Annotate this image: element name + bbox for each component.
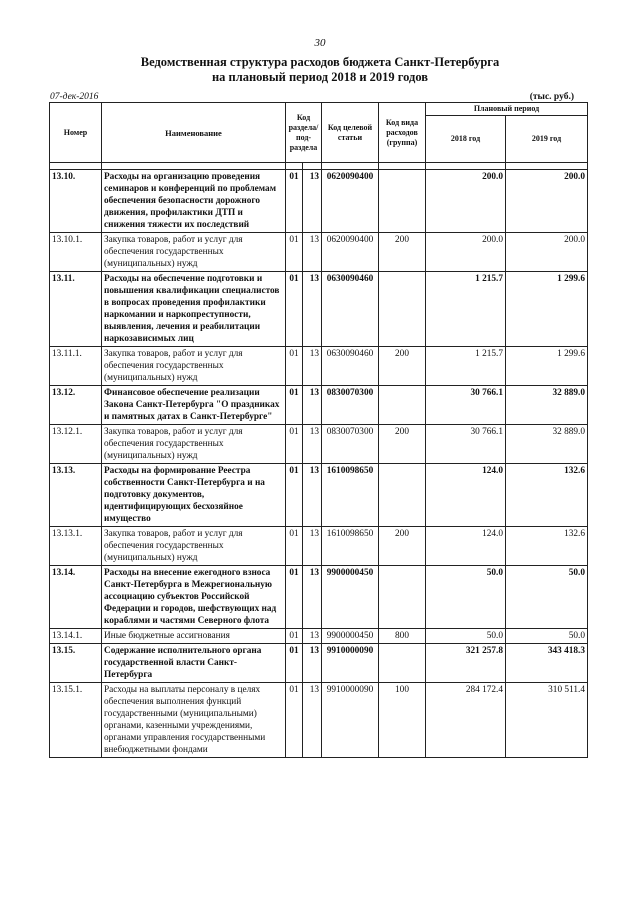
row-value-2018: 50.0 bbox=[426, 629, 506, 644]
header-target: Код целевой статьи bbox=[322, 103, 379, 163]
row-value-2018: 124.0 bbox=[426, 464, 506, 527]
row-number: 13.15. bbox=[50, 644, 102, 683]
row-value-2018: 321 257.8 bbox=[426, 644, 506, 683]
row-section: 01 bbox=[286, 644, 303, 683]
row-target-code: 0830070300 bbox=[322, 386, 379, 425]
row-number: 13.15.1. bbox=[50, 683, 102, 758]
row-name: Расходы на выплаты персоналу в целях обеспечения выполнения функций государственными (муниципальными) органами, казенными учреждениями, органами управления государственными внебюджетными фондами bbox=[102, 683, 286, 758]
row-subsection: 13 bbox=[303, 347, 322, 386]
row-value-2019: 1 299.6 bbox=[506, 272, 588, 347]
row-value-2019: 132.6 bbox=[506, 527, 588, 566]
row-expense-type bbox=[379, 272, 426, 347]
row-target-code: 9910000090 bbox=[322, 683, 379, 758]
row-value-2018: 124.0 bbox=[426, 527, 506, 566]
table-row bbox=[50, 170, 588, 233]
row-name: Иные бюджетные ассигнования bbox=[102, 629, 286, 644]
row-section: 01 bbox=[286, 272, 303, 347]
row-expense-type bbox=[379, 464, 426, 527]
row-name: Расходы на организацию проведения семинаров и конференций по проблемам обеспечения безопасности дорожного движения, профилактики ДТП и снижения тяжести их последствий bbox=[102, 170, 286, 233]
row-number: 13.13. bbox=[50, 464, 102, 527]
row-name: Закупка товаров, работ и услуг для обеспечения государственных (муниципальных) нужд bbox=[102, 233, 286, 272]
row-number: 13.11. bbox=[50, 272, 102, 347]
row-name: Закупка товаров, работ и услуг для обеспечения государственных (муниципальных) нужд bbox=[102, 527, 286, 566]
row-value-2019: 32 889.0 bbox=[506, 386, 588, 425]
header-2018: 2018 год bbox=[426, 116, 506, 163]
header-row bbox=[50, 103, 588, 116]
row-subsection: 13 bbox=[303, 170, 322, 233]
page-number: 30 bbox=[314, 37, 326, 49]
table-body bbox=[50, 170, 588, 758]
table-row bbox=[50, 527, 588, 566]
row-value-2018: 200.0 bbox=[426, 233, 506, 272]
row-section: 01 bbox=[286, 566, 303, 629]
row-name: Расходы на внесение ежегодного взноса Санкт-Петербурга в Межрегиональную ассоциацию субъектов Российской Федерации и городов, шефствующих над кораблями и частями Северного флота bbox=[102, 566, 286, 629]
row-value-2019: 50.0 bbox=[506, 566, 588, 629]
title-line-1: Ведомственная структура расходов бюджета Санкт-Петербурга bbox=[140, 55, 500, 69]
row-subsection: 13 bbox=[303, 683, 322, 758]
row-value-2019: 343 418.3 bbox=[506, 644, 588, 683]
row-name: Закупка товаров, работ и услуг для обеспечения государственных (муниципальных) нужд bbox=[102, 347, 286, 386]
row-expense-type bbox=[379, 386, 426, 425]
row-value-2018: 1 215.7 bbox=[426, 347, 506, 386]
row-number: 13.12.1. bbox=[50, 425, 102, 464]
row-value-2018: 1 215.7 bbox=[426, 272, 506, 347]
table-row bbox=[50, 347, 588, 386]
row-value-2019: 32 889.0 bbox=[506, 425, 588, 464]
row-target-code: 9910000090 bbox=[322, 644, 379, 683]
row-section: 01 bbox=[286, 347, 303, 386]
row-name: Расходы на обеспечение подготовки и повышения квалификации специалистов в вопросах проведения профилактики наркомании и наркопреступности, выявления, лечения и реабилитации наркозависимых лиц bbox=[102, 272, 286, 347]
row-target-code: 9900000450 bbox=[322, 629, 379, 644]
title-line-2: на плановый период 2018 и 2019 годов bbox=[211, 70, 429, 84]
row-number: 13.10.1. bbox=[50, 233, 102, 272]
row-expense-type bbox=[379, 566, 426, 629]
row-value-2019: 50.0 bbox=[506, 629, 588, 644]
row-number: 13.14.1. bbox=[50, 629, 102, 644]
row-subsection: 13 bbox=[303, 425, 322, 464]
row-expense-type: 100 bbox=[379, 683, 426, 758]
row-subsection: 13 bbox=[303, 386, 322, 425]
row-subsection: 13 bbox=[303, 644, 322, 683]
row-expense-type: 200 bbox=[379, 347, 426, 386]
row-section: 01 bbox=[286, 527, 303, 566]
row-expense-type: 800 bbox=[379, 629, 426, 644]
table-row bbox=[50, 566, 588, 629]
row-section: 01 bbox=[286, 629, 303, 644]
header-section: Код раздела/ под-раздела bbox=[286, 103, 322, 163]
row-value-2018: 30 766.1 bbox=[426, 425, 506, 464]
row-value-2018: 284 172.4 bbox=[426, 683, 506, 758]
row-target-code: 0630090460 bbox=[322, 347, 379, 386]
row-value-2019: 200.0 bbox=[506, 233, 588, 272]
row-target-code: 0830070300 bbox=[322, 425, 379, 464]
row-expense-type bbox=[379, 170, 426, 233]
row-value-2019: 1 299.6 bbox=[506, 347, 588, 386]
row-section: 01 bbox=[286, 386, 303, 425]
budget-table bbox=[49, 102, 588, 758]
table-row bbox=[50, 386, 588, 425]
table-row bbox=[50, 272, 588, 347]
row-section: 01 bbox=[286, 425, 303, 464]
row-name: Закупка товаров, работ и услуг для обеспечения государственных (муниципальных) нужд bbox=[102, 425, 286, 464]
row-number: 13.12. bbox=[50, 386, 102, 425]
table-row bbox=[50, 464, 588, 527]
table-row bbox=[50, 425, 588, 464]
row-expense-type: 200 bbox=[379, 233, 426, 272]
row-target-code: 1610098650 bbox=[322, 527, 379, 566]
row-number: 13.13.1. bbox=[50, 527, 102, 566]
header-number: Номер bbox=[50, 103, 102, 163]
row-subsection: 13 bbox=[303, 233, 322, 272]
table-row bbox=[50, 233, 588, 272]
row-section: 01 bbox=[286, 170, 303, 233]
row-target-code: 9900000450 bbox=[322, 566, 379, 629]
row-value-2019: 132.6 bbox=[506, 464, 588, 527]
row-number: 13.11.1. bbox=[50, 347, 102, 386]
header-plan-period: Плановый период bbox=[426, 103, 588, 116]
row-value-2018: 30 766.1 bbox=[426, 386, 506, 425]
row-expense-type: 200 bbox=[379, 527, 426, 566]
table-row bbox=[50, 644, 588, 683]
row-name: Финансовое обеспечение реализации Закона Санкт-Петербурга "О праздниках и памятных датах в Санкт-Петербурге" bbox=[102, 386, 286, 425]
row-section: 01 bbox=[286, 464, 303, 527]
row-section: 01 bbox=[286, 683, 303, 758]
row-expense-type bbox=[379, 644, 426, 683]
row-value-2019: 200.0 bbox=[506, 170, 588, 233]
header-name: Наименование bbox=[102, 103, 286, 163]
row-target-code: 0620090400 bbox=[322, 170, 379, 233]
table-row bbox=[50, 629, 588, 644]
header-2019: 2019 год bbox=[506, 116, 588, 163]
row-subsection: 13 bbox=[303, 566, 322, 629]
row-number: 13.10. bbox=[50, 170, 102, 233]
header-gap-row bbox=[50, 163, 588, 170]
row-target-code: 0620090400 bbox=[322, 233, 379, 272]
row-number: 13.14. bbox=[50, 566, 102, 629]
row-value-2019: 310 511.4 bbox=[506, 683, 588, 758]
row-target-code: 0630090460 bbox=[322, 272, 379, 347]
table-row bbox=[50, 683, 588, 758]
units-label: (тыс. руб.) bbox=[529, 92, 574, 102]
row-value-2018: 50.0 bbox=[426, 566, 506, 629]
row-target-code: 1610098650 bbox=[322, 464, 379, 527]
row-expense-type: 200 bbox=[379, 425, 426, 464]
row-subsection: 13 bbox=[303, 464, 322, 527]
row-subsection: 13 bbox=[303, 527, 322, 566]
header-type: Код вида расходов (группа) bbox=[379, 103, 426, 163]
row-subsection: 13 bbox=[303, 272, 322, 347]
row-subsection: 13 bbox=[303, 629, 322, 644]
row-name: Расходы на формирование Реестра собственности Санкт-Петербурга и на подготовку документов, идентифицирующих бесхозяйное имущество bbox=[102, 464, 286, 527]
row-value-2018: 200.0 bbox=[426, 170, 506, 233]
document-date: 07-дек-2016 bbox=[50, 92, 99, 102]
document-title bbox=[0, 55, 640, 85]
row-name: Содержание исполнительного органа государственной власти Санкт-Петербурга bbox=[102, 644, 286, 683]
row-section: 01 bbox=[286, 233, 303, 272]
